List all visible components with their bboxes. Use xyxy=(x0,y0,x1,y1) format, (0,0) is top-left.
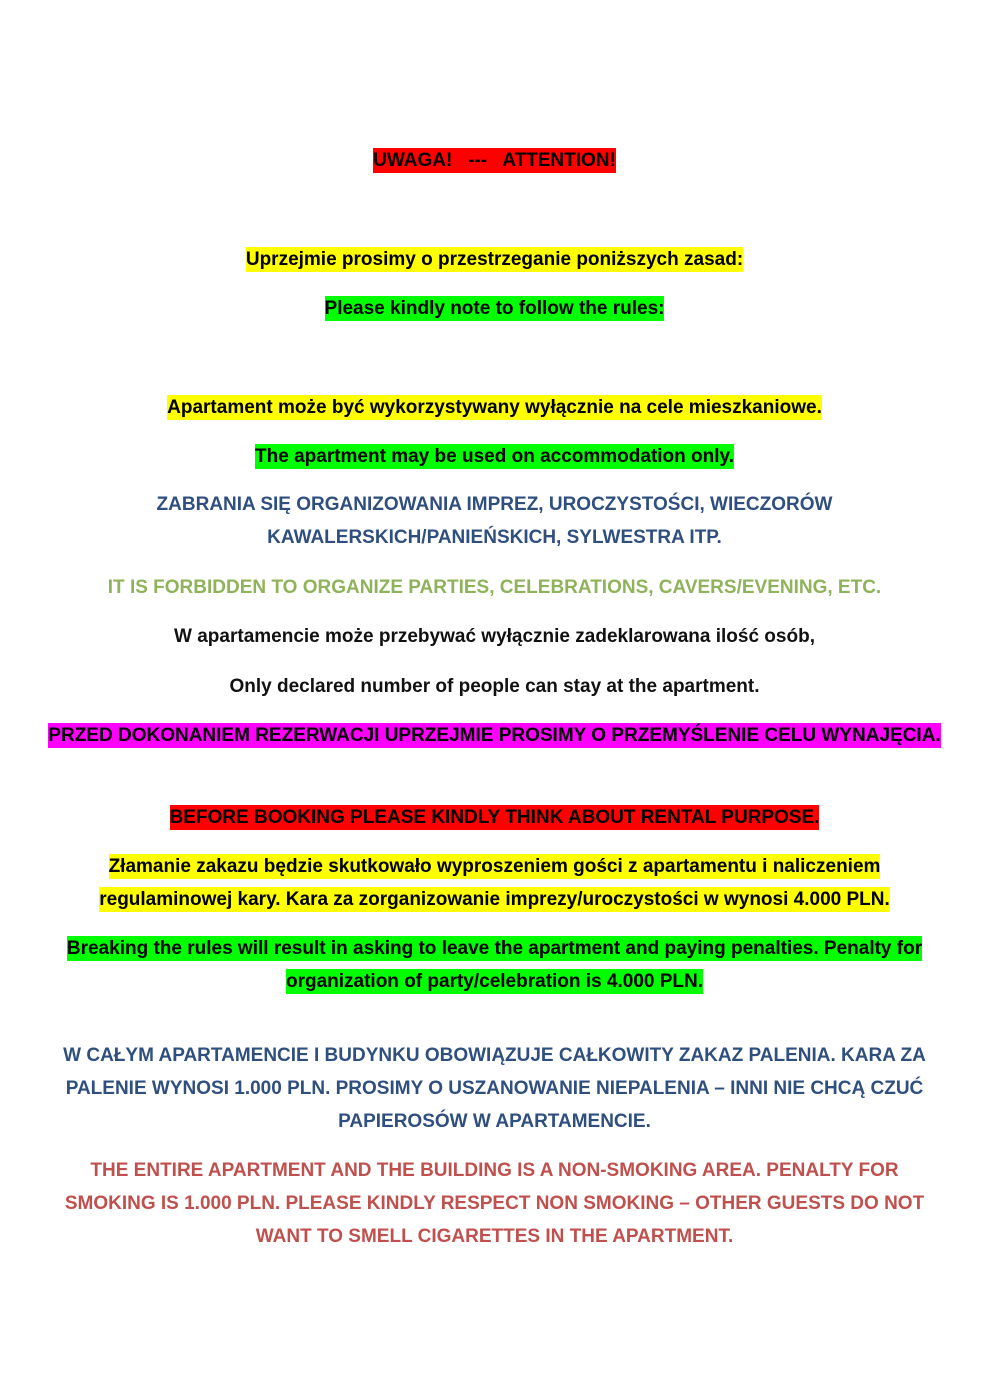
intro-pl-text: Uprzejmie prosimy o przestrzeganie poniższych zasad: xyxy=(245,249,744,270)
smoking-en-paragraph xyxy=(60,1154,929,1253)
parties-en-paragraph xyxy=(40,571,949,604)
purpose-pl-text: PRZED DOKONANIEM REZERWACJI UPRZEJMIE PROSIMY O PRZEMYŚLENIE CELU WYNAJĘCIA. xyxy=(48,725,941,746)
occupancy-en-text: Only declared number of people can stay at the apartment. xyxy=(229,676,760,697)
penalty-en-text: Breaking the rules will result in asking to leave the apartment and paying penalties. Penalty for organization of party/celebration is 4.000 PLN. xyxy=(66,938,923,992)
use-en-text: The apartment may be used on accommodation only. xyxy=(255,446,734,467)
purpose-en-text: BEFORE BOOKING PLEASE KINDLY THINK ABOUT RENTAL PURPOSE. xyxy=(169,807,820,828)
penalty-en-paragraph xyxy=(40,932,949,998)
smoking-pl-paragraph xyxy=(30,1039,959,1138)
smoking-en-text: THE ENTIRE APARTMENT AND THE BUILDING IS A NON-SMOKING AREA. PENALTY FOR SMOKING IS 1.000 PLN. PLEASE KINDLY RESPECT NON SMOKING – OTHER GUESTS DO NOT WANT TO SMELL CIGARETTES IN THE APARTMENT. xyxy=(64,1160,925,1247)
occupancy-en-paragraph xyxy=(40,670,949,703)
use-pl-text: Apartament może być wykorzystywany wyłącznie na cele mieszkaniowe. xyxy=(167,397,822,418)
intro-pl-paragraph xyxy=(40,243,949,276)
use-pl-paragraph xyxy=(40,391,949,424)
purpose-pl-paragraph xyxy=(40,719,949,752)
parties-pl-paragraph xyxy=(130,488,859,554)
attention-heading xyxy=(40,144,949,177)
smoking-pl-text: W CAŁYM APARTAMENCIE I BUDYNKU OBOWIĄZUJE CAŁKOWITY ZAKAZ PALENIA. KARA ZA PALENIE WYNOSI 1.000 PLN. PROSIMY O USZANOWANIE NIEPALENIA – INNI NIE CHCĄ CZUĆ PAPIEROSÓW W APARTAMENCIE. xyxy=(63,1045,926,1132)
parties-en-text: IT IS FORBIDDEN TO ORGANIZE PARTIES, CELEBRATIONS, CAVERS/EVENING, ETC. xyxy=(107,577,882,598)
attention-title: UWAGA! --- ATTENTION! xyxy=(373,150,616,171)
occupancy-pl-paragraph xyxy=(40,620,949,653)
penalty-pl-paragraph xyxy=(40,850,949,916)
occupancy-pl-text: W apartamencie może przebywać wyłącznie zadeklarowana ilość osób, xyxy=(174,626,815,647)
purpose-en-paragraph xyxy=(40,801,949,834)
parties-pl-text: ZABRANIA SIĘ ORGANIZOWANIA IMPREZ, UROCZYSTOŚCI, WIECZORÓW KAWALERSKICH/PANIEŃSKICH, SYLWESTRA ITP. xyxy=(156,494,833,548)
intro-en-text: Please kindly note to follow the rules: xyxy=(324,298,665,319)
intro-en-paragraph xyxy=(40,292,949,325)
use-en-paragraph xyxy=(40,440,949,473)
penalty-pl-text: Złamanie zakazu będzie skutkowało wyproszeniem gości z apartamentu i naliczeniem regulaminowej kary. Kara za zorganizowanie imprezy/uroczystości w wynosi 4.000 PLN. xyxy=(99,856,890,910)
